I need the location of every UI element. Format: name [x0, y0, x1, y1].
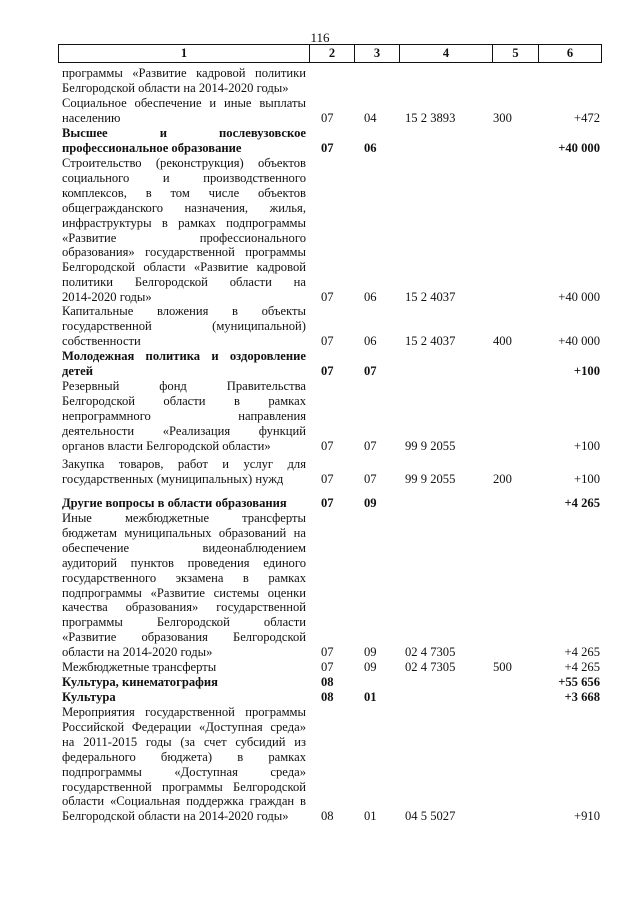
cell-c2: 07 — [321, 333, 334, 348]
header-col-1: 1 — [59, 45, 310, 62]
header-col-3: 3 — [355, 45, 400, 62]
description-line: качества образования» государственной — [62, 600, 306, 615]
description-line: Белгородской области на 2014-2020 годы» — [62, 80, 289, 95]
cell-c2: 07 — [321, 660, 334, 674]
cell-c6: +4 265 — [564, 496, 600, 510]
cell-c3: 06 — [364, 290, 377, 305]
row-description — [62, 126, 306, 156]
cell-c3: 01 — [364, 809, 377, 824]
cell-c4: 04 5 5027 — [405, 809, 456, 824]
row-description — [62, 349, 306, 379]
cell-c2: 08 — [321, 690, 334, 704]
description-line: комплексов, в том числе объектов — [62, 185, 306, 200]
cell-c2: 08 — [321, 675, 334, 689]
cell-c2: 08 — [321, 809, 334, 824]
header-col-2: 2 — [310, 45, 355, 62]
row-description — [62, 96, 306, 126]
cell-c4: 99 9 2055 — [405, 438, 456, 453]
cell-c5: 400 — [493, 333, 512, 348]
row-description — [62, 511, 306, 660]
description-line: социального и производственного — [62, 170, 306, 185]
description-line: «Развитие профессионального — [62, 230, 306, 245]
cell-c3: 09 — [364, 496, 377, 510]
description-line: Другие вопросы в области образования — [62, 496, 287, 510]
row-description — [62, 690, 306, 705]
description-line: программы «Развитие кадровой политики — [62, 66, 306, 80]
description-line: непрограммного направления — [62, 408, 306, 423]
description-line: инфраструктуры в рамках подпрограммы — [62, 215, 306, 230]
description-line: Белгородской области на 2014-2020 годы» — [62, 809, 289, 824]
cell-c2: 07 — [321, 110, 334, 125]
description-line: бюджетам муниципальных образований на — [62, 525, 306, 540]
description-line: Российской Федерации «Доступная среда» — [62, 719, 306, 734]
cell-c2: 07 — [321, 438, 334, 453]
description-line: собственности — [62, 333, 141, 348]
cell-c6: +100 — [574, 471, 600, 486]
cell-c6: +40 000 — [558, 140, 600, 155]
cell-c2: 07 — [321, 290, 334, 305]
cell-c6: +4 265 — [564, 660, 600, 674]
description-line: Иные межбюджетные трансферты — [62, 511, 306, 525]
description-line: аудиторий пунктов проведения единого — [62, 555, 306, 570]
description-line: 2014-2020 годы» — [62, 290, 152, 305]
header-col-4: 4 — [400, 45, 493, 62]
description-line: Капитальные вложения в объекты — [62, 304, 306, 318]
row-description — [62, 457, 306, 487]
row-description — [62, 156, 306, 305]
cell-c5: 300 — [493, 110, 512, 125]
description-line: Строительство (реконструкция) объектов — [62, 156, 306, 170]
header-col-6: 6 — [566, 46, 574, 60]
cell-c2: 07 — [321, 140, 334, 155]
cell-c4: 02 4 7305 — [405, 660, 456, 674]
cell-c4: 15 2 4037 — [405, 290, 456, 305]
cell-c4: 99 9 2055 — [405, 471, 456, 486]
header-col-5: 5 — [493, 45, 539, 62]
description-line: Высшее и послевузовское — [62, 126, 306, 140]
description-line: профессиональное образование — [62, 140, 242, 155]
cell-c6: +3 668 — [564, 690, 600, 704]
cell-c2: 07 — [321, 496, 334, 510]
cell-c6: +40 000 — [558, 333, 600, 348]
cell-c6: +40 000 — [558, 290, 600, 305]
cell-c6: +100 — [574, 438, 600, 453]
description-line: образования» государственной программы — [62, 245, 306, 260]
description-line: государственной программы Белгородской — [62, 779, 306, 794]
row-description — [62, 705, 306, 824]
cell-c3: 07 — [364, 363, 377, 378]
description-line: подпрограммы «Доступная среда» — [62, 764, 306, 779]
description-line: области «Социальная поддержка граждан в — [62, 794, 306, 809]
description-line: на 2011-2015 годы (за счет субсидий из — [62, 734, 306, 749]
page-number: 116 — [310, 30, 330, 45]
description-line: обеспечение видеонаблюдением — [62, 540, 306, 555]
cell-c4: 15 2 4037 — [405, 333, 456, 348]
description-line: Резервный фонд Правительства — [62, 379, 306, 393]
description-line: Социальное обеспечение и иные выплаты — [62, 96, 306, 110]
row-description — [62, 496, 306, 511]
cell-c4: 15 2 3893 — [405, 110, 456, 125]
cell-c3: 07 — [364, 471, 377, 486]
cell-c2: 07 — [321, 645, 334, 660]
cell-c6: +55 656 — [558, 675, 600, 689]
description-line: Белгородской области в рамках — [62, 393, 306, 408]
description-line: Культура, кинематография — [62, 675, 218, 689]
cell-c5: 200 — [493, 471, 512, 486]
description-line: программы Белгородской области — [62, 615, 306, 630]
description-line: области на 2014-2020 годы» — [62, 645, 213, 660]
description-line: Белгородской области «Развитие кадровой — [62, 260, 306, 275]
description-line: общегражданского назначения, жилья, — [62, 200, 306, 215]
row-description — [62, 660, 306, 675]
description-line: государственной (муниципальной) — [62, 318, 306, 333]
cell-c6: +910 — [574, 809, 600, 824]
description-line: детей — [62, 363, 93, 378]
cell-c3: 07 — [364, 438, 377, 453]
cell-c3: 06 — [364, 333, 377, 348]
description-line: Межбюджетные трансферты — [62, 660, 217, 674]
row-description — [62, 66, 306, 96]
description-line: подпрограммы «Развитие системы оценки — [62, 585, 306, 600]
description-line: «Развитие образования Белгородской — [62, 630, 306, 645]
cell-c3: 09 — [364, 660, 377, 674]
cell-c5: 500 — [493, 660, 512, 674]
cell-c4: 02 4 7305 — [405, 645, 456, 660]
description-line: государственных (муниципальных) нужд — [62, 471, 284, 486]
row-description — [62, 304, 306, 349]
description-line: деятельности «Реализация функций — [62, 423, 306, 438]
cell-c2: 07 — [321, 471, 334, 486]
description-line: Культура — [62, 690, 116, 704]
description-line: федерального бюджета) в рамках — [62, 749, 306, 764]
row-description — [62, 379, 306, 454]
cell-c6: +4 265 — [564, 645, 600, 660]
cell-c3: 06 — [364, 140, 377, 155]
description-line: Мероприятия государственной программы — [62, 705, 306, 719]
cell-c3: 04 — [364, 110, 377, 125]
description-line: государственного экзамена в рамках — [62, 570, 306, 585]
cell-c2: 07 — [321, 363, 334, 378]
description-line: Закупка товаров, работ и услуг для — [62, 457, 306, 471]
description-line: населению — [62, 110, 121, 125]
table-header — [58, 44, 602, 63]
description-line: органов власти Белгородской области» — [62, 438, 271, 453]
description-line: политики Белгородской области на — [62, 275, 306, 290]
cell-c6: +472 — [574, 110, 600, 125]
cell-c3: 01 — [364, 690, 377, 704]
cell-c6: +100 — [573, 363, 600, 378]
cell-c3: 09 — [364, 645, 377, 660]
row-description — [62, 675, 306, 690]
description-line: Молодежная политика и оздоровление — [62, 349, 306, 363]
